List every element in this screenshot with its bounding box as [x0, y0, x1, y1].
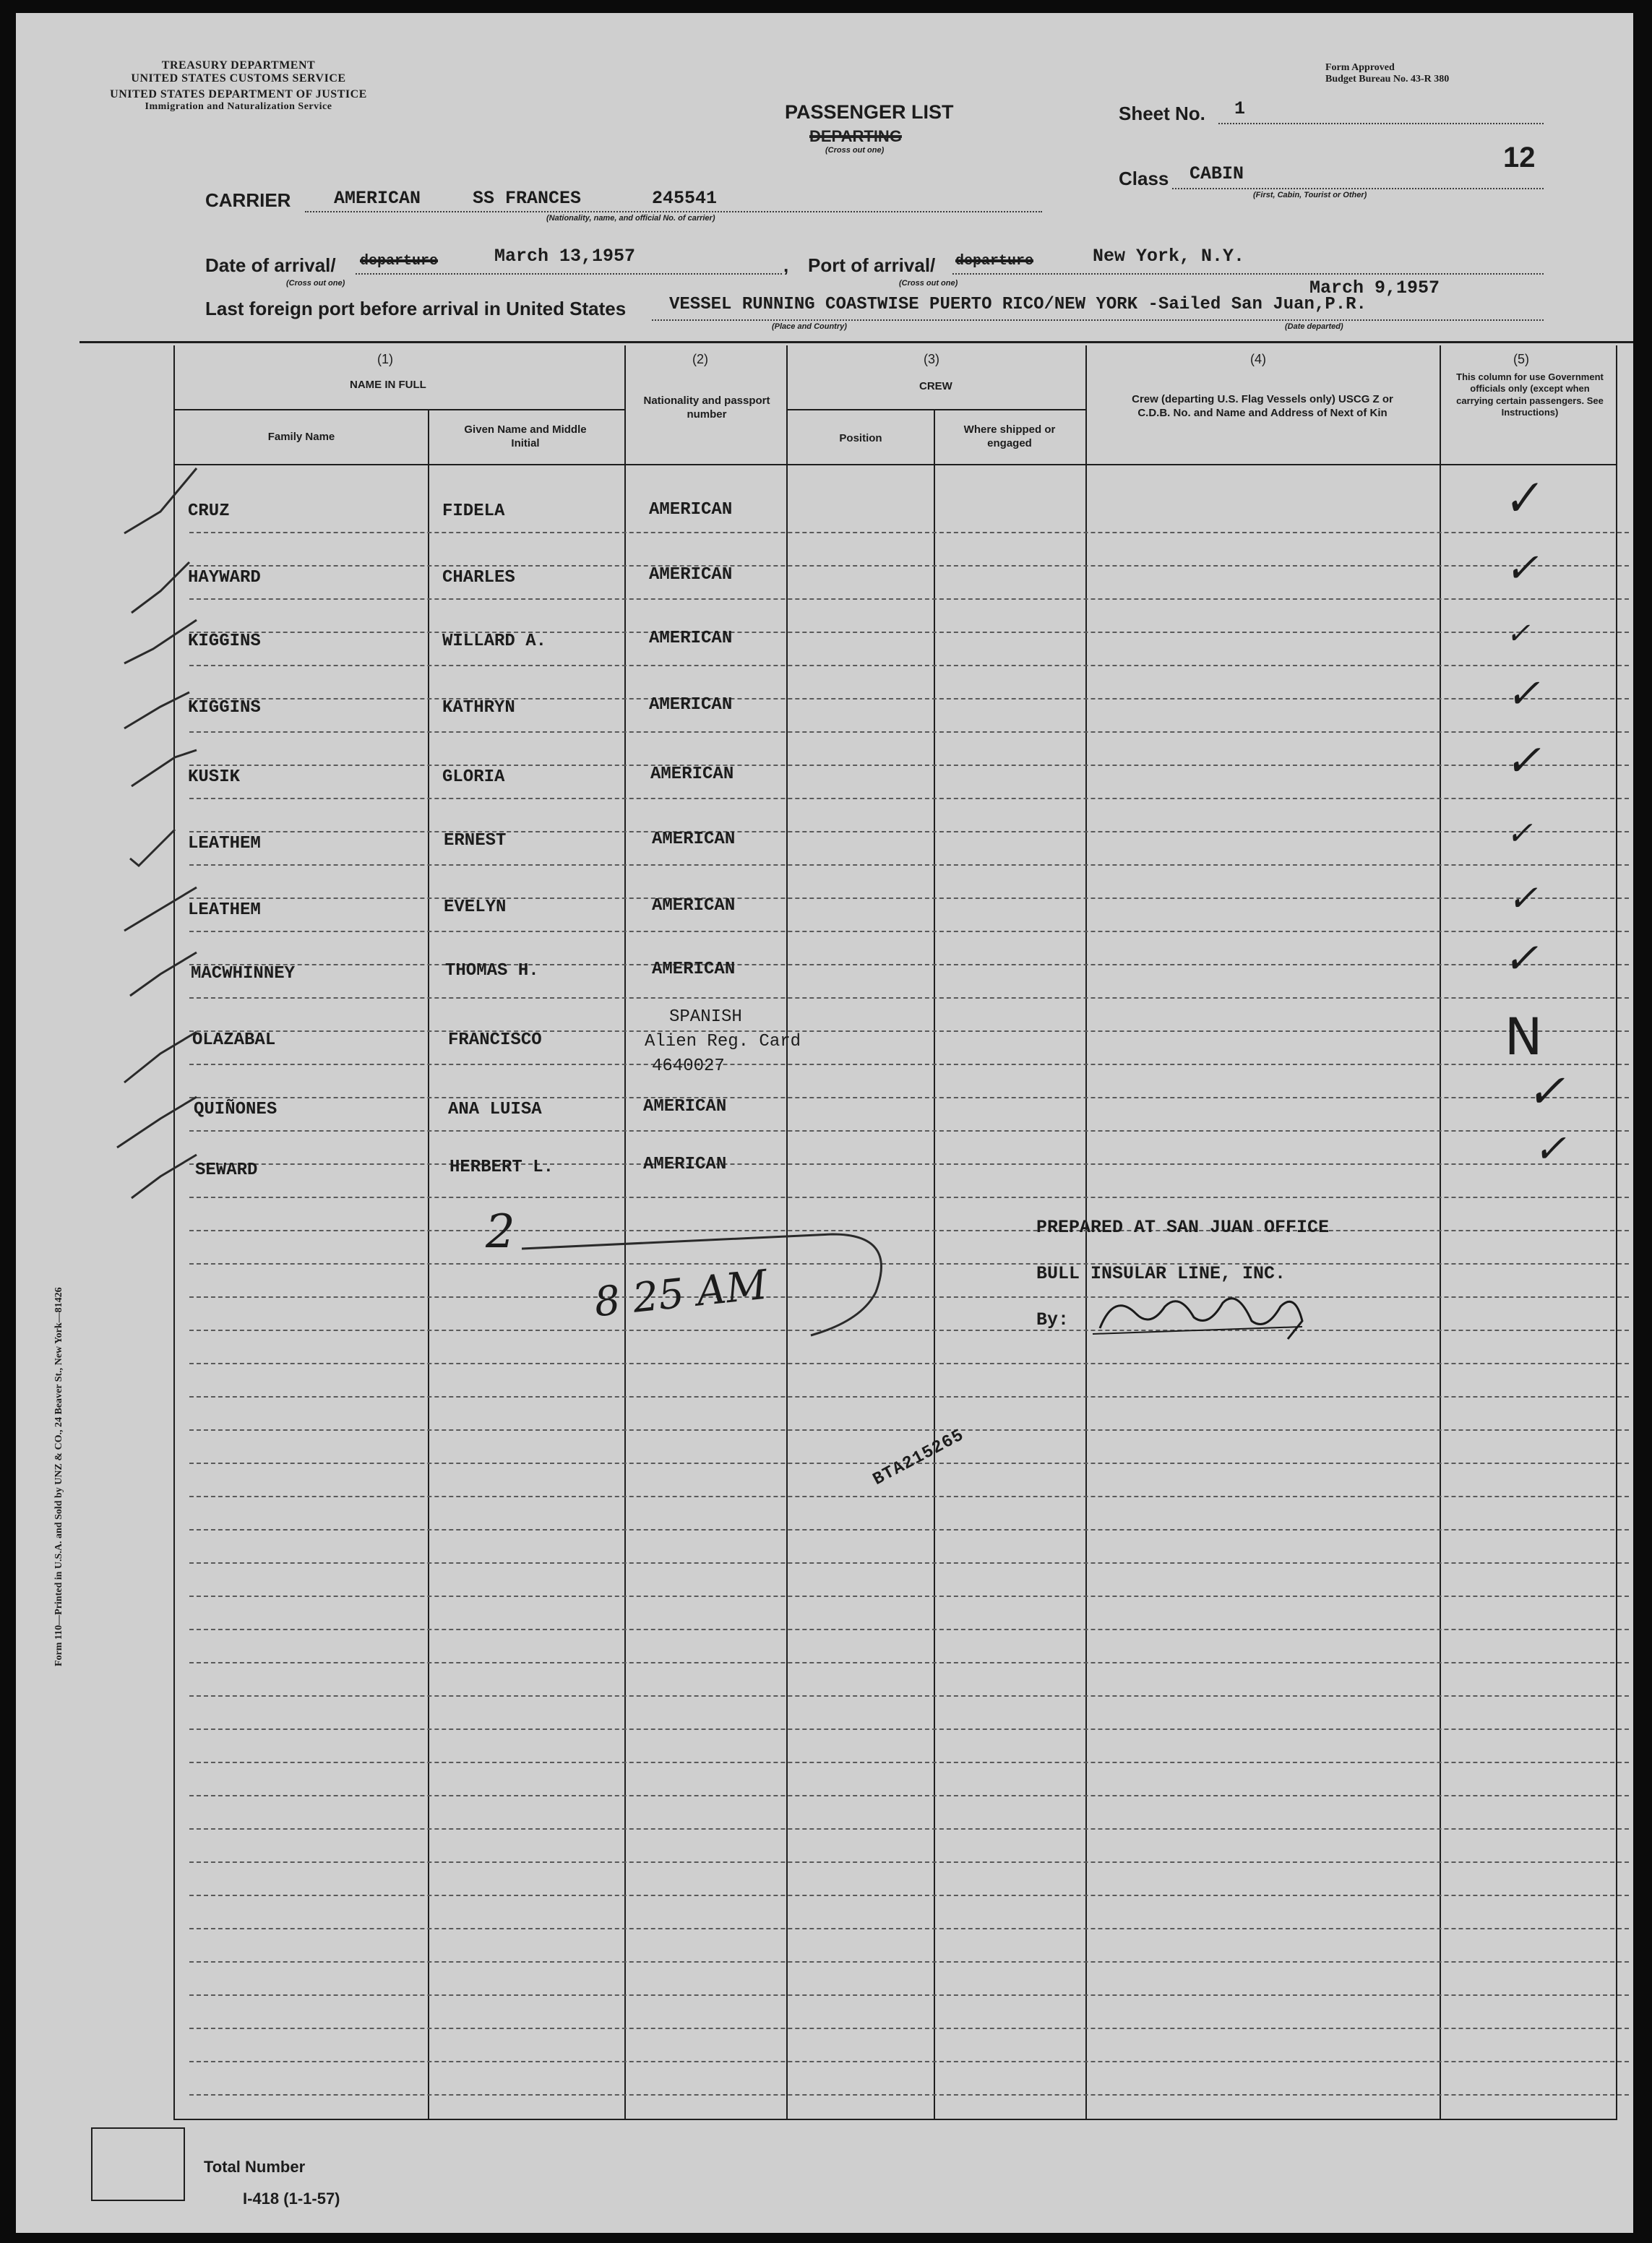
official-mark: ✓ [1505, 736, 1541, 786]
given-name-header: Given Name and Middle Initial [464, 423, 587, 449]
row-rule [189, 1130, 1629, 1132]
official-mark: ✓ [1503, 934, 1539, 983]
row-rule [189, 2094, 1629, 2096]
port-crossed: departure [955, 253, 1034, 270]
signature [1085, 1278, 1317, 1343]
nationality-cell: AMERICAN [643, 1155, 727, 1174]
row-rule [189, 665, 1629, 666]
row-rule [189, 1928, 1629, 1929]
name-subheader-line [173, 409, 626, 410]
carrier-number: 245541 [652, 188, 718, 209]
carrier-hint: (Nationality, name, and official No. of carrier) [546, 214, 715, 223]
row-rule [189, 897, 1629, 899]
row-rule [189, 2028, 1629, 2029]
row-rule [189, 1895, 1629, 1896]
row-rule [189, 964, 1629, 965]
official-mark: ✓ [1533, 1126, 1567, 1171]
port-label: Port of arrival/ [808, 254, 936, 276]
table-right-border [1616, 345, 1617, 2120]
by-label: By: [1036, 1309, 1070, 1330]
date-departed-hint: (Date departed) [1285, 322, 1343, 331]
class-label: Class [1119, 168, 1169, 189]
col3-num: (3) [924, 352, 939, 366]
row-rule [189, 798, 1629, 799]
row-rule [189, 1064, 1629, 1065]
col-divider-6 [1440, 345, 1441, 2119]
class-dots [1172, 188, 1544, 189]
family-name-cell: CRUZ [188, 501, 230, 521]
row-rule [189, 765, 1629, 766]
row-rule [189, 1163, 1629, 1165]
row-rule [189, 598, 1629, 600]
col2-label: Nationality and passport number [643, 395, 770, 421]
row-rule [189, 731, 1629, 733]
tick-mark [124, 620, 197, 663]
alien-reg-number-cell: 4640027 [652, 1056, 725, 1076]
nationality-cell: AMERICAN [649, 500, 733, 520]
class-value: CABIN [1189, 163, 1244, 184]
form-number: I-418 (1-1-57) [243, 2190, 340, 2208]
row-rule [189, 565, 1629, 567]
given-name-cell: ERNEST [444, 831, 507, 851]
date-dots [356, 273, 782, 275]
class-hint: (First, Cabin, Tourist or Other) [1253, 191, 1367, 199]
carrier-label: CARRIER [205, 189, 291, 211]
dept-line-4: Immigration and Naturalization Service [145, 101, 332, 112]
row-rule [189, 1562, 1629, 1564]
col4-label: Crew (departing U.S. Flag Vessels only) USCG Z or C.D.B. No. and Name and Address of Next of Kin [1132, 393, 1393, 419]
last-port-label: Last foreign port before arrival in United States [205, 298, 627, 319]
row-rule [189, 1030, 1629, 1032]
family-name-cell: LEATHEM [188, 900, 261, 920]
where-shipped-header: Where shipped or engaged [963, 423, 1056, 449]
table-top-border [79, 341, 1633, 343]
dept-line-3: UNITED STATES DEPARTMENT OF JUSTICE [110, 88, 367, 100]
official-mark: ✓ [1506, 617, 1531, 650]
margin-tick-marks [16, 13, 233, 1241]
place-hint: (Place and Country) [772, 322, 847, 331]
passenger-list-form [16, 13, 1633, 2233]
nationality-cell: AMERICAN [650, 765, 734, 784]
row-rule [189, 1197, 1629, 1198]
row-rule [189, 1429, 1629, 1431]
given-name-cell: THOMAS H. [445, 961, 539, 981]
official-mark: ✓ [1507, 877, 1538, 919]
official-mark: ✓ [1506, 671, 1540, 718]
col2-num: (2) [692, 352, 708, 366]
sheet-dots [1218, 123, 1544, 124]
nationality-cell: AMERICAN [652, 896, 736, 916]
last-port-value: VESSEL RUNNING COASTWISE PUERTO RICO/NEW YORK -Sailed San Juan,P.R. [669, 295, 1367, 314]
total-number-label: Total Number [204, 2158, 306, 2176]
family-name-header: Family Name [267, 431, 335, 443]
alien-reg-card-cell: Alien Reg. Card [645, 1032, 801, 1051]
given-name-cell: WILLARD A. [442, 632, 547, 651]
tick-mark [117, 1097, 197, 1148]
official-mark: ✓ [1505, 545, 1539, 592]
sheet-label: Sheet No. [1119, 103, 1205, 124]
row-rule [189, 1330, 1629, 1331]
position-header: Position [839, 432, 882, 444]
handwritten-time: 8 25 AM [592, 1261, 770, 1327]
row-rule [189, 1363, 1629, 1364]
family-name-cell: QUIÑONES [194, 1100, 278, 1119]
row-rule [189, 864, 1629, 866]
row-rule [189, 1596, 1629, 1597]
family-name-cell: SEWARD [195, 1161, 258, 1180]
row-rule [189, 1263, 1629, 1265]
row-rule [189, 1230, 1629, 1231]
family-name-cell: KUSIK [188, 767, 241, 787]
form-title: PASSENGER LIST [785, 101, 954, 123]
row-rule [189, 1097, 1629, 1098]
tick-mark [124, 1032, 197, 1082]
row-rule [189, 831, 1629, 832]
row-rule [189, 1529, 1629, 1531]
tick-mark [124, 692, 189, 728]
official-mark: ✓ [1506, 815, 1533, 852]
col3-label: CREW [919, 380, 952, 392]
date-departed-value: March 9,1957 [1309, 277, 1440, 298]
given-name-cell: FIDELA [442, 501, 505, 521]
row-rule [189, 698, 1629, 699]
tick-mark [130, 952, 197, 996]
given-name-cell: CHARLES [442, 568, 515, 587]
official-mark: ✓ [1526, 1065, 1565, 1119]
row-rule [189, 931, 1629, 932]
tick-mark [124, 468, 197, 533]
carrier-name: SS FRANCES [473, 188, 582, 209]
given-name-cell: KATHRYN [442, 698, 515, 718]
given-name-cell: FRANCISCO [448, 1030, 542, 1050]
port-dots [952, 273, 1544, 275]
row-rule [189, 1629, 1629, 1630]
carrier-nationality: AMERICAN [334, 188, 421, 209]
date-label: Date of arrival/ [205, 254, 336, 276]
prepared-line-1: PREPARED AT SAN JUAN OFFICE [1036, 1217, 1330, 1238]
family-name-cell: OLAZABAL [192, 1030, 276, 1050]
tick-mark [130, 830, 175, 866]
handwritten-count: 2 [486, 1205, 515, 1259]
family-name-cell: MACWHINNEY [191, 964, 296, 983]
nationality-cell: AMERICAN [643, 1097, 727, 1116]
tick-mark [132, 750, 197, 786]
row-rule [189, 632, 1629, 633]
row-rule [189, 532, 1629, 533]
budget-bureau-label: Budget Bureau No. 43-R 380 [1325, 74, 1450, 85]
official-mark: N [1505, 1007, 1543, 1067]
nationality-cell: AMERICAN [649, 565, 733, 585]
row-rule [189, 1762, 1629, 1763]
family-name-cell: LEATHEM [188, 834, 261, 853]
given-name-cell: HERBERT L. [449, 1158, 554, 1177]
total-box [91, 2127, 185, 2201]
port-cross-hint: (Cross out one) [899, 279, 958, 288]
given-name-cell: ANA LUISA [448, 1100, 542, 1119]
row-rule [189, 1994, 1629, 1996]
col4-num: (4) [1250, 352, 1266, 366]
nationality-cell: AMERICAN [649, 695, 733, 715]
carrier-dots [305, 211, 1042, 212]
col5-label: This column for use Government officials only (except when carrying certain passengers. See Instructions) [1456, 371, 1604, 418]
nationality-cell: AMERICAN [652, 830, 736, 849]
sheet-value: 1 [1234, 98, 1246, 119]
row-rule [189, 997, 1629, 999]
date-cross-hint: (Cross out one) [286, 279, 345, 288]
header-bottom-line [173, 464, 1617, 465]
family-name-cell: HAYWARD [188, 568, 261, 587]
row-rule [189, 1296, 1629, 1298]
date-crossed: departure [360, 253, 439, 270]
row-rule [189, 1961, 1629, 1963]
row-rule [189, 1662, 1629, 1663]
dept-line-2: UNITED STATES CUSTOMS SERVICE [131, 72, 346, 85]
row-rule [189, 1861, 1629, 1863]
table-bottom-border [173, 2119, 1617, 2120]
prepared-line-2: BULL INSULAR LINE, INC. [1036, 1263, 1286, 1284]
col1-num: (1) [377, 352, 393, 366]
row-rule [189, 2061, 1629, 2062]
row-rule [189, 1695, 1629, 1697]
nationality-cell: AMERICAN [649, 629, 733, 648]
col5-num: (5) [1513, 352, 1529, 366]
row-rule [189, 1795, 1629, 1796]
row-rule [189, 1496, 1629, 1497]
row-rule [189, 1728, 1629, 1730]
tick-mark [132, 562, 189, 613]
col1-label: NAME IN FULL [350, 379, 426, 391]
form-approved-label: Form Approved [1325, 62, 1395, 73]
tick-mark [124, 887, 197, 931]
dept-line-1: TREASURY DEPARTMENT [161, 59, 316, 72]
form-approved [1325, 62, 1449, 85]
side-print-text: Form 110—Printed in U.S.A. and Sold by UNZ & CO., 24 Beaver St., New York—81426 [53, 1287, 64, 1666]
page-number: 12 [1503, 142, 1536, 173]
date-comma: , [783, 254, 789, 276]
official-mark: ✓ [1498, 470, 1544, 529]
row-rule [189, 1828, 1629, 1830]
row-rule [189, 1396, 1629, 1398]
date-value: March 13,1957 [494, 246, 636, 267]
nationality-cell: AMERICAN [652, 960, 736, 979]
title-cross-hint: (Cross out one) [825, 146, 885, 155]
family-name-cell: KIGGINS [188, 698, 261, 718]
title-crossed: DEPARTING [809, 127, 902, 145]
given-name-cell: GLORIA [442, 767, 505, 787]
nationality-cell: SPANISH [669, 1007, 742, 1027]
port-value: New York, N.Y. [1093, 246, 1245, 267]
rubber-stamp: BTA215265 [869, 1426, 968, 1490]
given-name-cell: EVELYN [444, 897, 507, 917]
tick-mark [132, 1155, 197, 1198]
crew-subheader-line [786, 409, 1087, 410]
last-port-dots [652, 319, 1544, 321]
family-name-cell: KIGGINS [188, 632, 261, 651]
